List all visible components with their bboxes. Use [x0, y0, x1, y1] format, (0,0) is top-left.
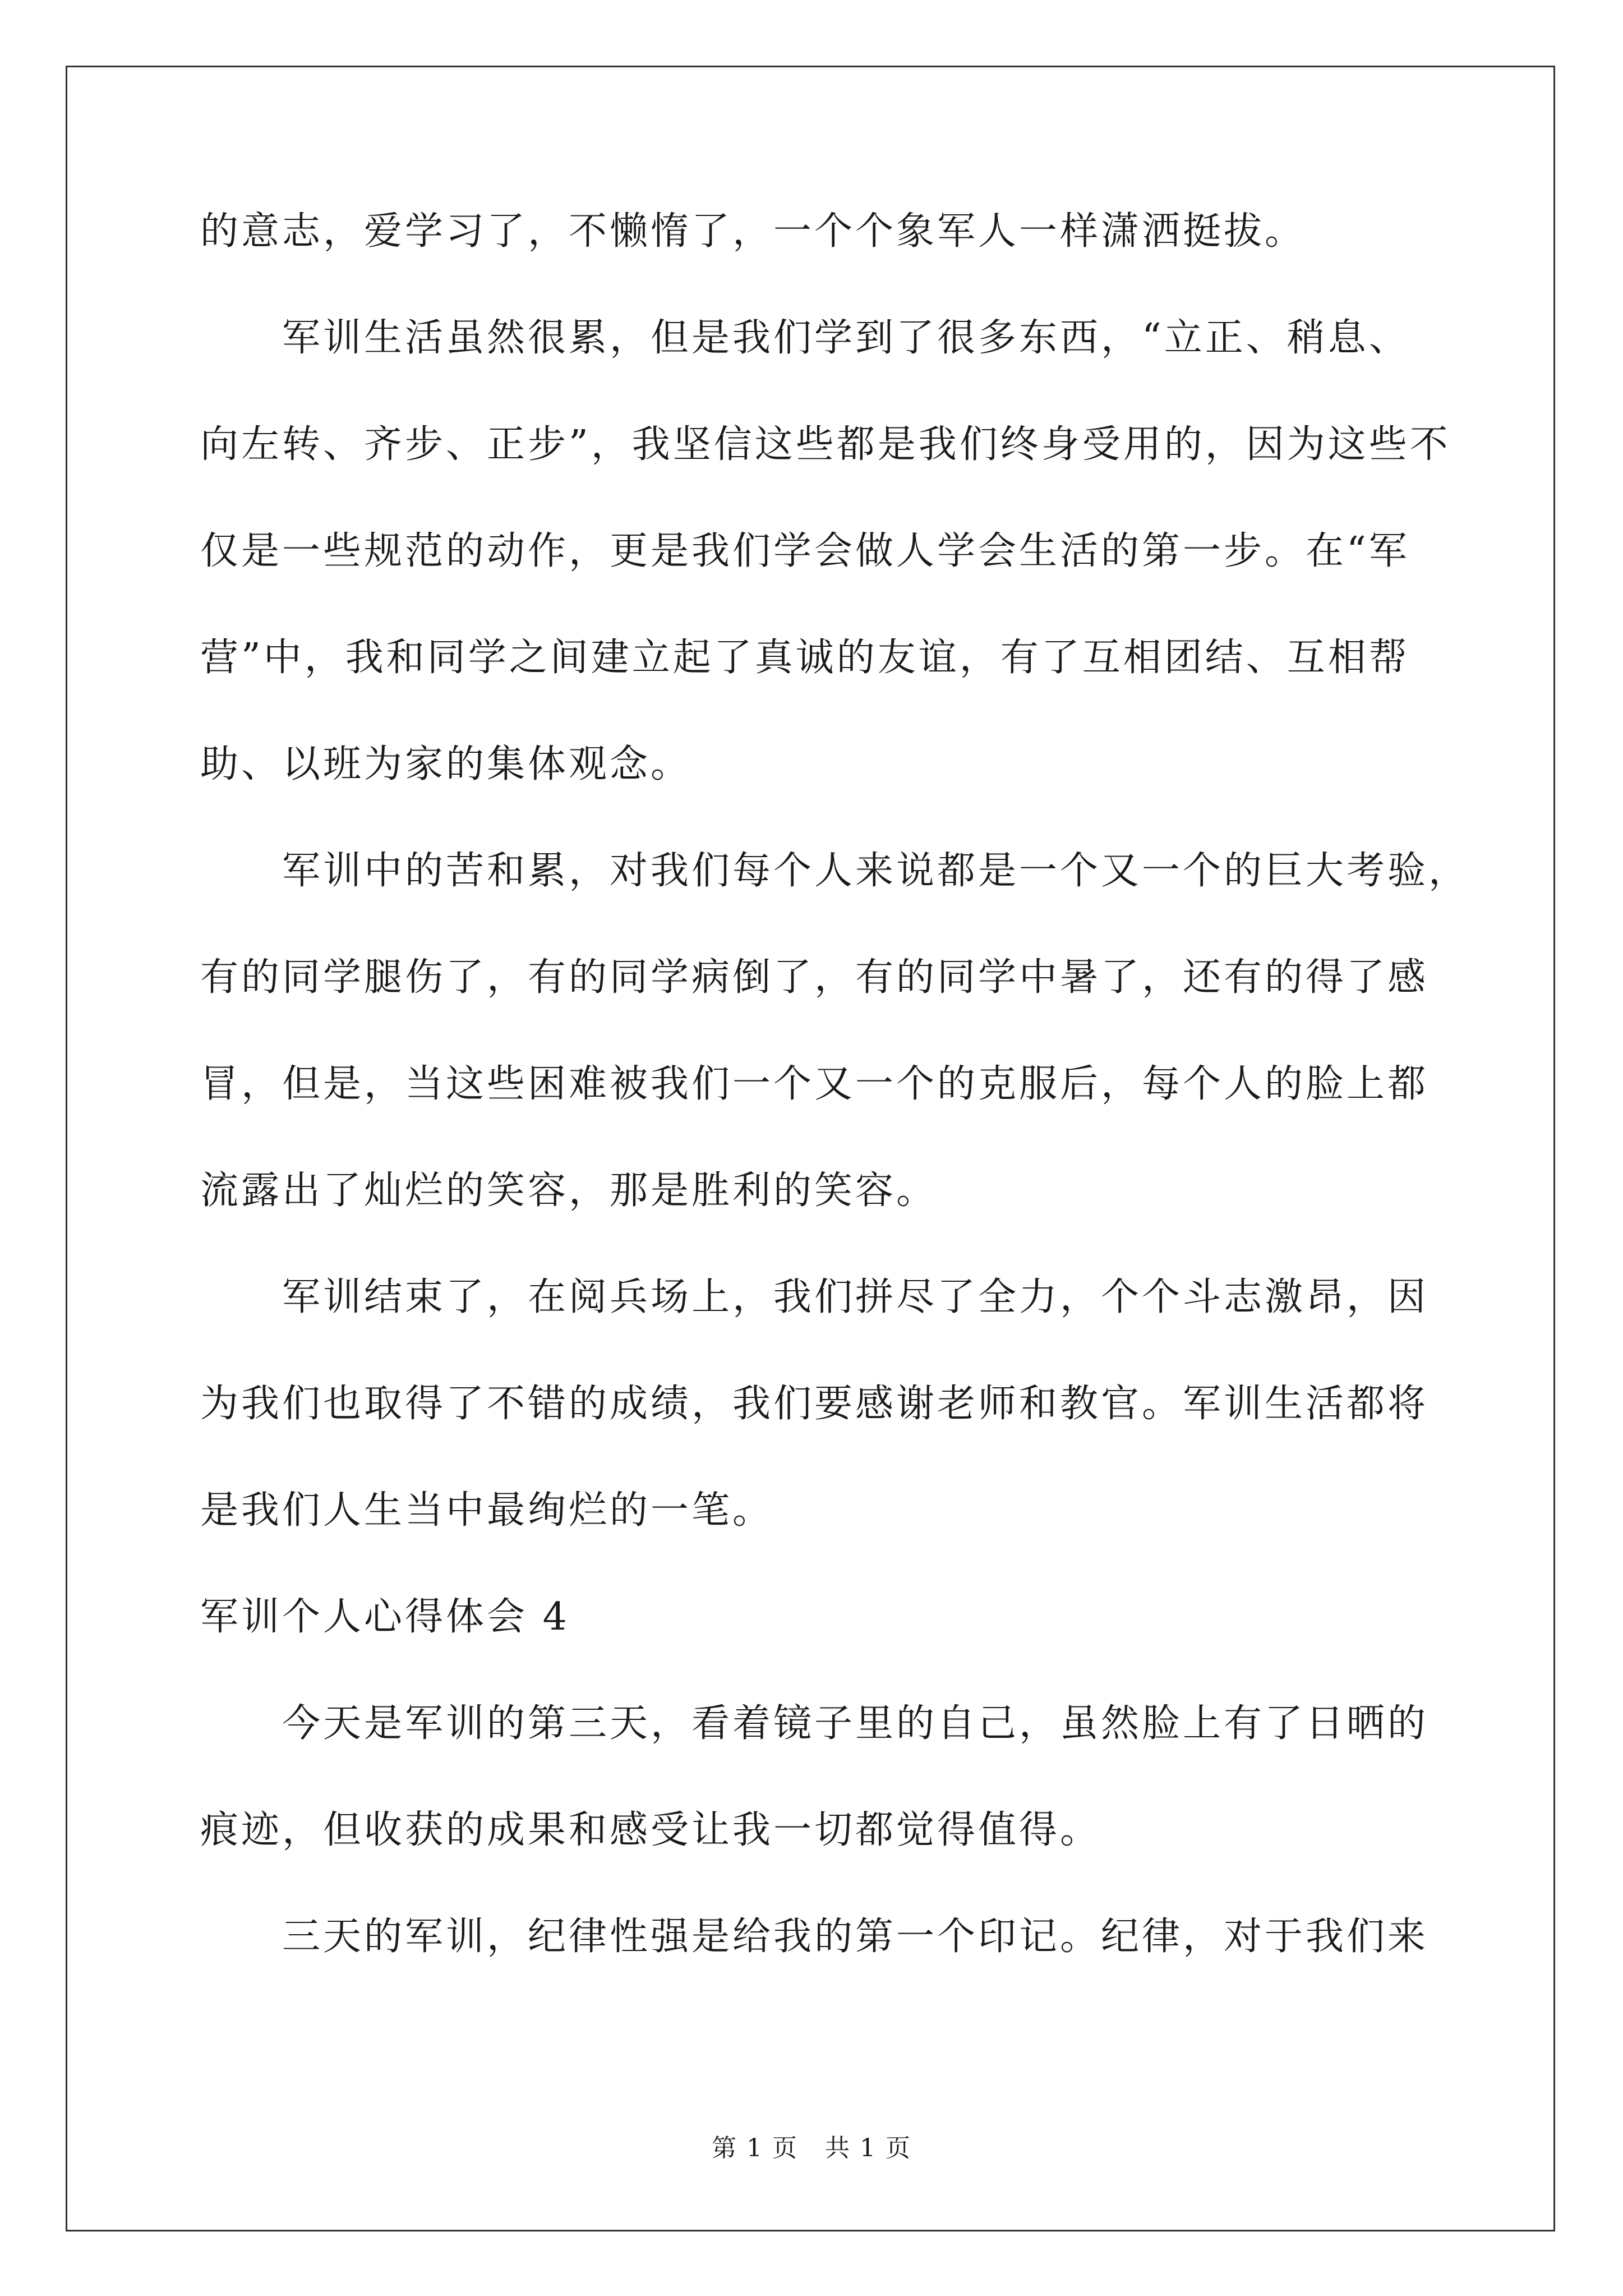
text-line: 有的同学腿伤了，有的同学病倒了，有的同学中暑了，还有的得了感 [200, 955, 1429, 1000]
text-line: 军训中的苦和累，对我们每个人来说都是一个又一个的巨大考验， [282, 849, 1470, 893]
text-line: 是我们人生当中最绚烂的一笔。 [200, 1488, 774, 1533]
text-line: 痕迹，但收获的成果和感受让我一切都觉得值得。 [200, 1808, 1101, 1852]
text-line: 三天的军训，纪律性强是给我的第一个印记。纪律，对于我们来 [282, 1915, 1429, 1959]
page-number-footer: 第 1 页 共 1 页 [712, 2134, 911, 2162]
text-line: 向左转、齐步、正步”，我坚信这些都是我们终身受用的，因为这些不 [200, 422, 1451, 467]
text-line: 为我们也取得了不错的成绩，我们要感谢老师和教官。军训生活都将 [200, 1382, 1429, 1426]
text-line: 的意志，爱学习了，不懒惰了，一个个象军人一样潇洒挺拔。 [200, 209, 1306, 254]
text-line: 今天是军训的第三天，看着镜子里的自己，虽然脸上有了日晒的 [282, 1701, 1429, 1746]
text-line: 助、以班为家的集体观念。 [200, 742, 692, 786]
text-line: 仅是一些规范的动作，更是我们学会做人学会生活的第一步。在“军 [200, 529, 1410, 573]
text-line: 冒，但是，当这些困难被我们一个又一个的克服后，每个人的脸上都 [200, 1062, 1429, 1106]
text-line: 营”中，我和同学之间建立起了真诚的友谊，有了互相团结、互相帮 [200, 636, 1410, 680]
text-line: 军训结束了，在阅兵场上，我们拼尽了全力，个个斗志激昂，因 [282, 1275, 1429, 1319]
text-line: 军训生活虽然很累，但是我们学到了很多东西，“立正、稍息、 [282, 316, 1410, 360]
section-heading: 军训个人心得体会 4 [200, 1595, 570, 1639]
text-line: 流露出了灿烂的笑容，那是胜利的笑容。 [200, 1168, 938, 1213]
